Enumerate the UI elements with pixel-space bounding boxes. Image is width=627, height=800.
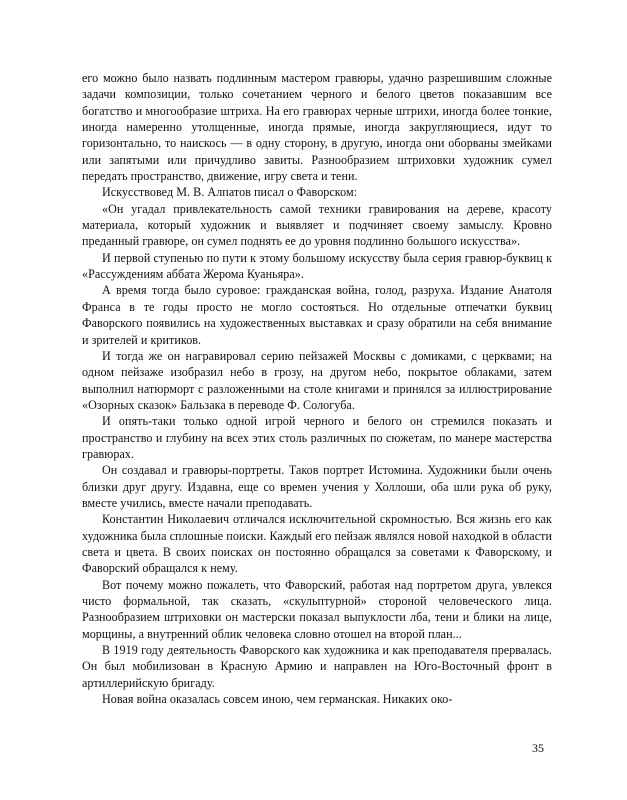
paragraph: Константин Николаевич отличался исключительной скромностью. Вся жизнь его как художника была сплошные поиски. Каждый его пейзаж являлся новой находкой в области света и цвета. В своих поисках он постоянно обращался за советами к Фаворскому, и Фаворский обращался к нему.: [82, 512, 552, 576]
quote-paragraph: «Он угадал привлекательность самой техники гравирования на дереве, красоту материала, который художник и выявляет и подчиняет своему замыслу. Кровно преданный гравюре, он сумел поднять ее до уровня подлинно большого искусства».: [82, 201, 552, 249]
paragraph: Вот почему можно пожалеть, что Фаворский, работая над портретом друга, увлекся чисто формальной, так сказать, «скульптурной» стороной человеческого лица. Разнообразием штриховки он мастерски показал выпуклости лба, тени и блики на лице, морщины, а внутренний облик человека словно отошел на второй план...: [82, 577, 552, 641]
paragraph: И первой ступенью по пути к этому большому искусству была серия гравюр-буквиц к «Рассуждениям аббата Жерома Куаньяра».: [82, 250, 552, 282]
paragraph: Искусствовед М. В. Алпатов писал о Фаворском:: [102, 185, 358, 200]
paragraph: В 1919 году деятельность Фаворского как художника и как преподавателя прервалась. Он был мобилизован в Красную Армию и направлен на Юго-Восточный фронт в артиллерийскую бригаду.: [82, 643, 552, 690]
paragraph: И опять-таки только одной игрой черного и белого он стремился показать и пространство и глубину на всех этих столь различных по сюжетам, по манере мастерства гравюрах.: [82, 414, 552, 461]
paragraph: И тогда же он награвировал серию пейзажей Москвы с домиками, с церквами; на одном пейзаже изобразил небо в грозу, на другом небо, покрытое облаками, затем выполнил натюрморт с разложенными на столе книгами и принялся за иллюстрирование «Озорных сказок» Бальзака в переводе Ф. Сологуба.: [82, 348, 552, 412]
paragraph: Он создавал и гравюры-портреты. Таков портрет Истомина. Художники были очень близки друг другу. Издавна, еще со времен учения у Холлоши, оба шли рука об руку, вместе учились, вместе начали преподавать.: [82, 463, 552, 510]
body-text: [82, 70, 552, 707]
page-number: 35: [532, 741, 544, 755]
paragraph: А время тогда было суровое: гражданская война, голод, разруха. Издание Анатоля Франса в те годы просто не могло состояться. Но отдельные отпечатки буквиц Фаворского появились на художественных выставках и сразу обратили на себя внимание и зрителей и критиков.: [82, 283, 552, 347]
paragraph: его можно было назвать подлинным мастером гравюры, удачно разрешившим сложные задачи композиции, только сочетанием черного и белого цветов показавшим все богатство и многообразие штриха. На его гравюрах черные штрихи, иногда более тонкие, иногда намеренно утолщенные, иногда прямые, иногда закругляющиеся, идут то горизонтально, то наискось — в одну сторону, в другую, иногда они оборваны змейками или запятыми или причудливо завиты. Разнообразием штриховки художник сумел передать пространство, движение, игру света и тени.: [82, 71, 552, 184]
paragraph: Новая война оказалась совсем иною, чем германская. Никаких око-: [102, 692, 453, 707]
